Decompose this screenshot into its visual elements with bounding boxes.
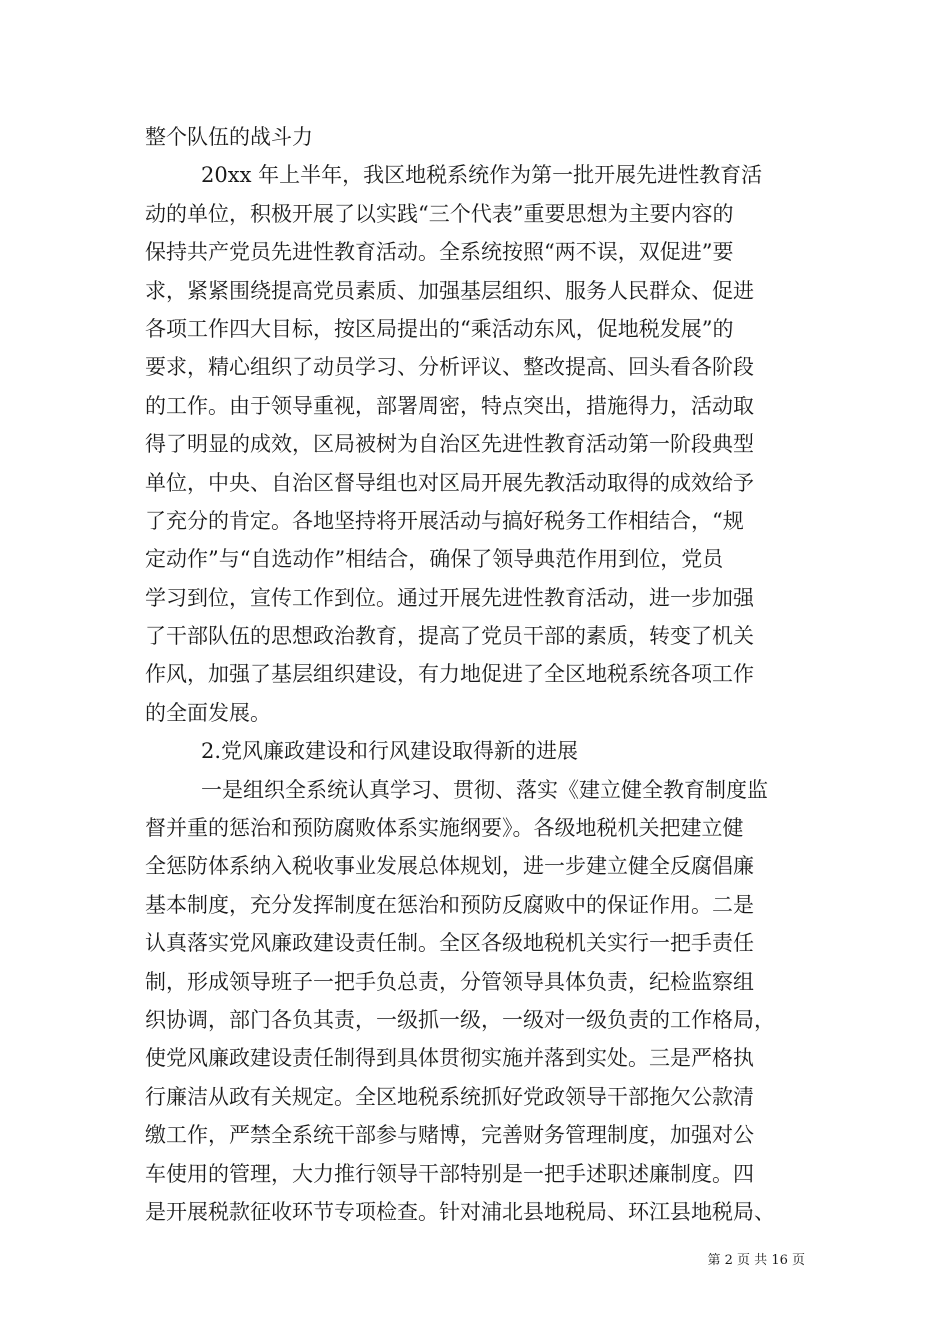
text-line: 保持共产党员先进性教育活动。全系统按照“两不误，双促进”要 — [145, 240, 734, 265]
text-line: 缴工作，严禁全系统干部参与赌博，完善财务管理制度，加强对公 — [145, 1123, 754, 1148]
text-line: 督并重的惩治和预防腐败体系实施纲要》。各级地税机关把建立健 — [145, 816, 744, 841]
text-line: 定动作”与“自选动作”相结合，确保了领导典范作用到位，党员 — [145, 547, 724, 572]
text-line: 作风，加强了基层组织建设，有力地促进了全区地税系统各项工作 — [145, 662, 754, 687]
text-line: 求，紧紧围绕提高党员素质、加强基层组织、服务人民群众、促进 — [145, 278, 754, 303]
paragraph-first-line: 一是组织全系统认真学习、贯彻、落实《建立健全教育制度监 — [201, 777, 768, 802]
text-line: 行廉洁从政有关规定。全区地税系统抓好党政领导干部拖欠公款清 — [145, 1084, 754, 1109]
text-line: 了充分的肯定。各地坚持将开展活动与搞好税务工作相结合，“规 — [145, 508, 744, 533]
text-line: 学习到位，宣传工作到位。通过开展先进性教育活动，进一步加强 — [145, 585, 754, 610]
text-line: 的工作。由于领导重视，部署周密，特点突出，措施得力，活动取 — [145, 393, 754, 418]
text-line: 是开展税款征收环节专项检查。针对浦北县地税局、环江县地税局、 — [145, 1199, 775, 1224]
text-line: 得了明显的成效，区局被树为自治区先进性教育活动第一阶段典型 — [145, 432, 754, 457]
text-line: 全惩防体系纳入税收事业发展总体规划，进一步建立健全反腐倡廉 — [145, 854, 754, 879]
section-heading: 2.党风廉政建设和行风建设取得新的进展 — [201, 739, 579, 764]
paragraph-first-line: 20xx 年上半年，我区地税系统作为第一批开展先进性教育活 — [201, 163, 763, 188]
text-line: 使党风廉政建设责任制得到具体贯彻实施并落到实处。三是严格执 — [145, 1046, 754, 1071]
text-line: 动的单位，积极开展了以实践“三个代表”重要思想为主要内容的 — [145, 201, 734, 226]
text-line: 要求，精心组织了动员学习、分析评议、整改提高、回头看各阶段 — [145, 355, 754, 380]
text-line: 基本制度，充分发挥制度在惩治和预防反腐败中的保证作用。二是 — [145, 892, 754, 917]
text-line: 了干部队伍的思想政治教育，提高了党员干部的素质，转变了机关 — [145, 624, 754, 649]
text-line: 认真落实党风廉政建设责任制。全区各级地税机关实行一把手责任 — [145, 931, 754, 956]
page-number: 第 2 页 共 16 页 — [707, 1253, 805, 1268]
text-line: 制，形成领导班子一把手负总责，分管领导具体负责，纪检监察组 — [145, 969, 754, 994]
text-line: 各项工作四大目标，按区局提出的“乘活动东风，促地税发展”的 — [145, 316, 734, 341]
text-line: 的全面发展。 — [145, 700, 271, 725]
text-line: 车使用的管理，大力推行领导干部特别是一把手述职述廉制度。四 — [145, 1161, 754, 1186]
text-line: 单位，中央、自治区督导组也对区局开展先教活动取得的成效给予 — [145, 470, 754, 495]
text-line: 织协调，部门各负其责，一级抓一级，一级对一级负责的工作格局， — [145, 1007, 775, 1032]
text-line: 整个队伍的战斗力 — [145, 125, 313, 149]
document-body — [145, 118, 815, 1231]
